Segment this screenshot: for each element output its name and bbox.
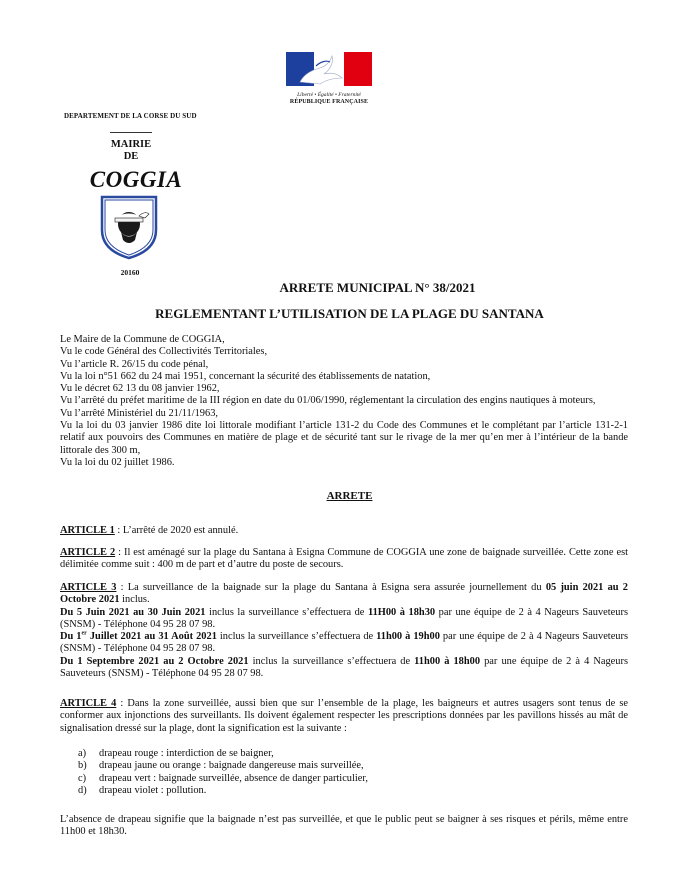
article-2-label: ARTICLE 2: [60, 547, 116, 558]
list-item: [78, 785, 598, 797]
article-3: [60, 582, 628, 680]
period-june-hours: 11H00 à 18h30: [367, 606, 436, 618]
list-marker: d): [78, 785, 87, 797]
article-3-period: 05 juin 2021 au 2 Octobre 2021: [60, 582, 629, 606]
list-item: [78, 760, 598, 772]
article-3-intro: : La surveillance de la baignade sur la plage du Santana à Esigna sera assurée journellement du: [116, 582, 546, 593]
article-2-text: : Il est aménagé sur la plage du Santana à Esigna Commune de COGGIA une zone de baignade surveillée. Cette zone est délimitée comme suit : 400 m de part et d’autre du poste de secours.: [60, 547, 628, 571]
closing-text: L’absence de drapeau signifie que la baignade n’est pas surveillée, et que le public peut se baigner à ses risques et périls, même entre 11h00 et 18h30.: [60, 814, 628, 838]
corsica-coat-of-arms-icon: [99, 194, 159, 260]
article-4: [60, 698, 628, 735]
flag-description: drapeau rouge : interdiction de se baigner,: [99, 748, 274, 759]
visa-line: Vu la loi du 02 juillet 1986.: [60, 456, 175, 468]
period-summer-end: par une équipe de 2 à 4 Nageurs Sauveteurs (SNSM) - Téléphone 04 95 28 07 98.: [60, 631, 629, 655]
period-summer-dates: Juillet 2021 au 31 Août 2021: [86, 631, 217, 643]
period-sept-hours: 11h00 à 18h00: [414, 655, 481, 667]
republic-motto: Liberté • Égalité • Fraternité: [297, 92, 361, 98]
department-label: DEPARTEMENT DE LA CORSE DU SUD: [64, 112, 197, 120]
header-divider: [110, 132, 152, 133]
visa-line: Vu l’article R. 26/15 du code pénal,: [60, 358, 209, 370]
article-4-text: : Dans la zone surveillée, aussi bien que sur l’ensemble de la plage, les baigneurs et autres usagers sont tenus de se conformer aux injonctions des surveillants. Ils doivent également respecter les prescriptions données par les pavillons hissés au mât de signalisation dressé sur la plage, dont la signification est la suivante :: [60, 698, 628, 734]
article-3-intro-end: inclus.: [119, 594, 150, 606]
visa-line: Vu l’arrêté Ministériel du 21/11/1963,: [60, 407, 218, 419]
list-item: [78, 748, 598, 760]
mairie-line1: MAIRIE: [110, 139, 152, 150]
period-summer-mid: inclus la surveillance s’effectuera de: [216, 631, 377, 643]
list-item: [78, 773, 598, 785]
arrete-number-title: ARRETE MUNICIPAL N° 38/2021: [279, 280, 476, 295]
marianne-flag-icon: [286, 52, 372, 86]
list-marker: b): [78, 760, 87, 772]
visa-line: Le Maire de la Commune de COGGIA,: [60, 334, 225, 345]
period-sept-mid: inclus la surveillance s’effectuera de: [248, 655, 415, 667]
flag-description: drapeau violet : pollution.: [99, 785, 207, 797]
period-sept-end: par une équipe de 2 à 4 Nageurs Sauveteurs (SNSM) - Téléphone 04 95 28 07 98.: [60, 655, 628, 680]
visa-line: Vu l’arrêté du préfet maritime de la III région en date du 01/06/1990, réglementant la circulation des engins nautiques à moteurs,: [60, 395, 596, 407]
visa-line: Vu la loi du 03 janvier 1986 dite loi littorale modifiant l’article 131-2 du Code des Communes et le complétant par l’article 131-2-1 relatif aux pouvoirs des Communes en matière de plage et de sécurité tant sur le rivage de la mer qu’en mer à l’intérieur de la bande littorale des 300 m,: [60, 420, 628, 456]
republic-name: RÉPUBLIQUE FRANÇAISE: [289, 99, 369, 105]
visa-line: Vu le décret 62 13 du 08 janvier 1962,: [60, 383, 220, 395]
visa-line: Vu le code Général des Collectivités Territoriales,: [60, 346, 268, 358]
visa-line: Vu la loi n°51 662 du 24 mai 1951, concernant la sécurité des établissements de natation,: [60, 370, 431, 382]
flag-description: drapeau vert : baignade surveillée, absence de danger particulier,: [99, 772, 369, 784]
article-1: [60, 525, 628, 537]
list-marker: c): [78, 772, 87, 784]
mairie-label: [105, 139, 157, 163]
period-june-dates: Du 5 Juin 2021 au 30 Juin 2021: [60, 606, 206, 618]
arrete-heading: ARRETE: [326, 490, 373, 502]
article-3-label: ARTICLE 3: [60, 582, 117, 593]
period-june-end: par une équipe de 2 à 4 Nageurs Sauveteurs (SNSM) - Téléphone 04 95 28 07 98.: [60, 606, 628, 630]
period-sept-dates: Du 1 Septembre 2021 au 2 Octobre 2021: [60, 655, 249, 667]
article-1-text: : L’arrêté de 2020 est annulé.: [114, 525, 239, 536]
period-summer-sup: er: [81, 630, 87, 637]
period-june-mid: inclus la surveillance s’effectuera de: [205, 606, 368, 618]
period-summer-day: Du 1: [60, 631, 82, 643]
period-summer-hours: 11h00 à 19h00: [376, 631, 440, 643]
article-4-label: ARTICLE 4: [60, 698, 117, 709]
article-2: [60, 547, 628, 572]
visas-block: [60, 334, 628, 469]
closing-paragraph: [60, 814, 628, 839]
list-marker: a): [78, 748, 87, 759]
flag-description: drapeau jaune ou orange : baignade dangereuse mais surveillée,: [99, 760, 364, 772]
flag-list: [78, 748, 598, 798]
mairie-line2: DE: [123, 151, 139, 162]
arrete-subject-title: REGLEMENTANT L’UTILISATION DE LA PLAGE DU SANTANA: [155, 306, 544, 321]
republique-francaise-logo: [284, 52, 374, 106]
article-1-label: ARTICLE 1: [60, 525, 115, 536]
postal-code: 20160: [120, 268, 140, 277]
commune-name: COGGIA: [89, 167, 183, 192]
